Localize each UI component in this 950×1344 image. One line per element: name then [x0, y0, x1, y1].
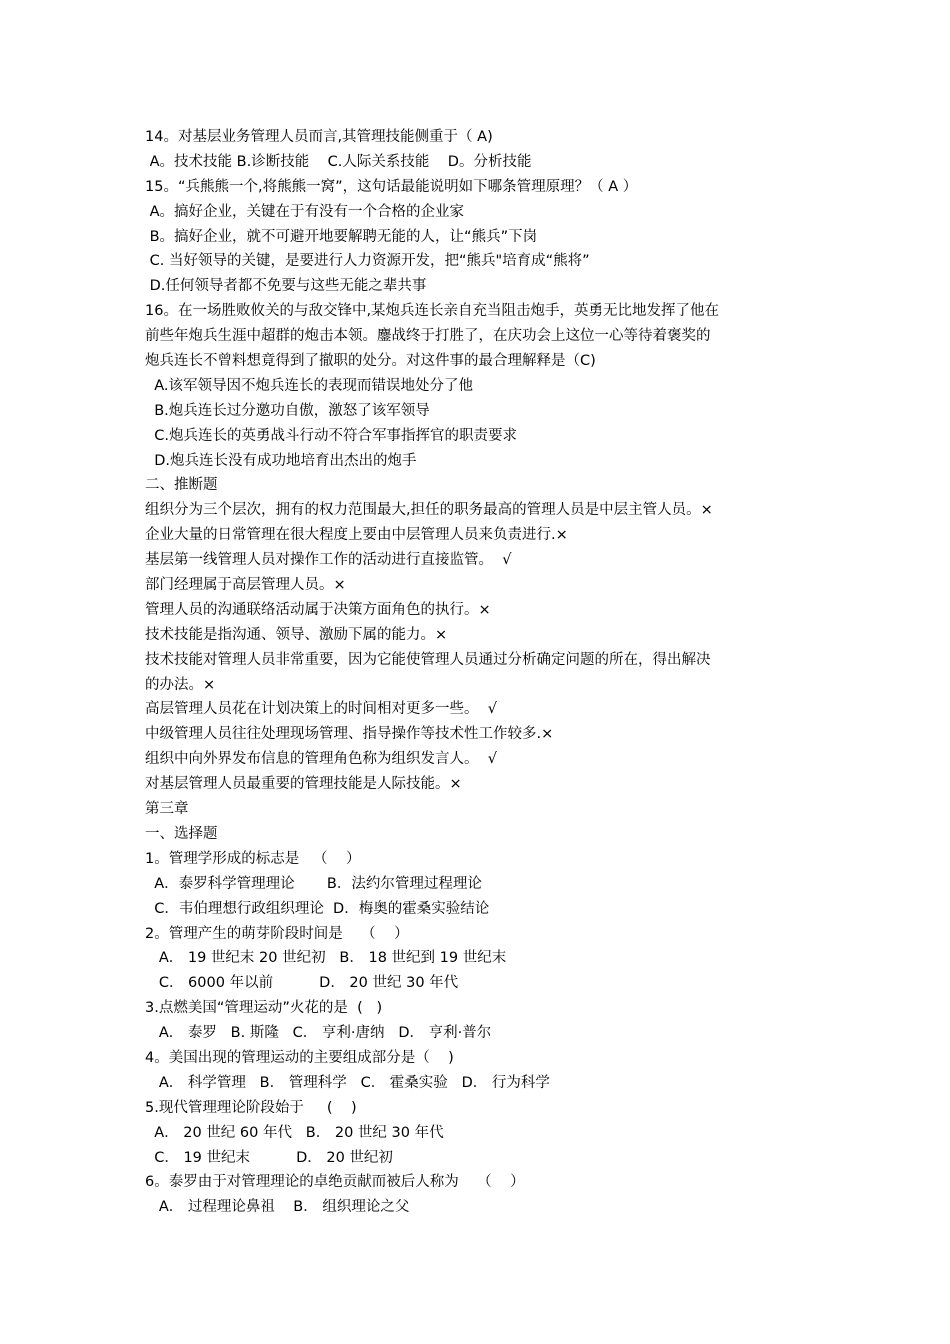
text-line: D.炮兵连长没有成功地培育出杰出的炮手: [145, 452, 417, 469]
text-line: 15。“兵熊熊一个,将熊熊一窝”，这句话最能说明如下哪条管理原理？（ A ）: [145, 178, 638, 195]
text-line: 组织中向外界发布信息的管理角色称为组织发言人。 √: [145, 751, 497, 768]
text-line: 企业大量的日常管理在很大程度上要由中层管理人员来负责进行.×: [145, 527, 568, 544]
text-line: 6。泰罗由于对管理理论的卓绝贡献而被后人称为 （ ）: [145, 1174, 525, 1191]
text-line: A． 20 世纪 60 年代 B． 20 世纪 30 年代: [145, 1124, 444, 1141]
text-line: 的办法。×: [145, 676, 216, 693]
text-line: C. 当好领导的关键，是要进行人力资源开发，把“熊兵"培育成“熊将”: [145, 253, 590, 270]
text-line: 5.现代管理理论阶段始于 ( ): [145, 1099, 357, 1116]
text-line: A． 泰罗 B. 斯隆 C． 亨利·唐纳 D． 亨利·普尔: [145, 1025, 492, 1042]
text-line: 组织分为三个层次，拥有的权力范围最大,担任的职务最高的管理人员是中层主管人员。×: [145, 502, 713, 519]
text-line: A． 19 世纪末 20 世纪初 B． 18 世纪到 19 世纪末: [145, 950, 507, 967]
text-line: 中级管理人员往往处理现场管理、指导操作等技术性工作较多.×: [145, 726, 554, 743]
text-line: C．韦伯理想行政组织理论 D．梅奥的霍桑实验结论: [145, 900, 490, 917]
text-line: 1。管理学形成的标志是 （ ）: [145, 850, 361, 867]
text-line: A． 过程理论鼻祖 B． 组织理论之父: [145, 1199, 410, 1216]
text-line: A． 科学管理 B． 管理科学 C． 霍桑实验 D． 行为科学: [145, 1074, 550, 1091]
text-line: 炮兵连长不曾料想竟得到了撤职的处分。对这件事的最合理解释是（C): [145, 353, 596, 370]
text-line: 14。对基层业务管理人员而言,其管理技能侧重于（ A): [145, 129, 493, 145]
text-line: 技术技能对管理人员非常重要，因为它能使管理人员通过分析确定问题的所在，得出解决: [145, 651, 711, 668]
text-line: A.该军领导因不炮兵连长的表现而错误地处分了他: [145, 377, 473, 394]
text-line: C.炮兵连长的英勇战斗行动不符合军事指挥官的职责要求: [145, 427, 517, 444]
text-line: 16。在一场胜败攸关的与敌交锋中,某炮兵连长亲自充当阻击炮手，英勇无比地发挥了他在: [145, 303, 720, 320]
text-line: 二、推断题: [145, 477, 218, 494]
text-line: C． 19 世纪末 D． 20 世纪初: [145, 1149, 393, 1166]
text-line: 2。管理产生的萌芽阶段时间是 （ ）: [145, 925, 409, 942]
text-line: 高层管理人员花在计划决策上的时间相对更多一些。 √: [145, 701, 497, 718]
text-line: 4。美国出现的管理运动的主要组成部分是（ ): [145, 1049, 454, 1066]
text-line: B。搞好企业，就不可避开地要解聘无能的人，让“熊兵”下岗: [145, 228, 538, 245]
text-line: 部门经理属于高层管理人员。×: [145, 577, 346, 594]
text-line: 第三章: [145, 801, 189, 818]
text-line: C． 6000 年以前 D． 20 世纪 30 年代: [145, 975, 459, 992]
text-line: 技术技能是指沟通、领导、激励下属的能力。×: [145, 626, 448, 643]
text-line: A。搞好企业，关键在于有没有一个合格的企业家: [145, 203, 465, 220]
text-line: 基层第一线管理人员对操作工作的活动进行直接监管。 √: [145, 552, 512, 569]
text-line: D.任何领导者都不免要与这些无能之辈共事: [145, 278, 427, 295]
text-line: B.炮兵连长过分邀功自傲，激怒了该军领导: [145, 402, 430, 419]
text-line: 前些年炮兵生涯中超群的炮击本领。鏖战终于打胜了，在庆功会上这位一心等待着褒奖的: [145, 328, 711, 345]
text-line: 一、选择题: [145, 825, 218, 842]
document-body: [145, 125, 815, 1220]
text-line: A．泰罗科学管理理论 B．法约尔管理过程理论: [145, 875, 482, 892]
text-line: 管理人员的沟通联络活动属于决策方面角色的执行。×: [145, 601, 491, 618]
text-line: A。技术技能 B.诊断技能 C.人际关系技能 D。分析技能: [145, 153, 532, 170]
text-line: 3.点燃美国“管理运动”火花的是 ( ): [145, 1000, 383, 1017]
text-line: 对基层管理人员最重要的管理技能是人际技能。×: [145, 776, 462, 793]
